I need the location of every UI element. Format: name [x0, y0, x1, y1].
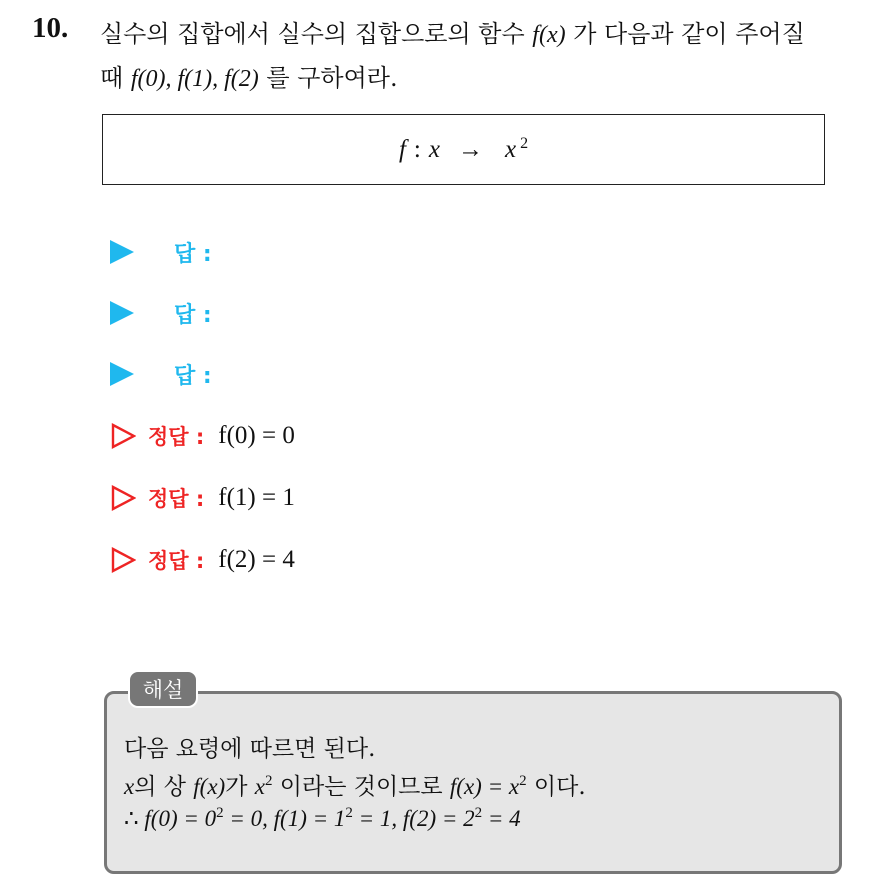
- solution-exponent: 2: [519, 773, 527, 789]
- formula-image: [501, 136, 528, 164]
- solution-math: f(x) = x: [449, 774, 520, 799]
- requested-values: f(0), f(1), f(2): [130, 66, 259, 92]
- play-triangle-icon: [110, 240, 134, 264]
- answer-row-3[interactable]: [110, 356, 212, 392]
- answer-row-2[interactable]: [110, 295, 212, 331]
- outline-triangle-icon: [110, 485, 136, 511]
- question-text-part: 때: [100, 64, 131, 92]
- solution-exponent: 2: [345, 805, 353, 821]
- solution-text: 가: [225, 774, 255, 800]
- solution-line-1: 다음 요령에 따르면 된다.: [124, 736, 376, 762]
- outline-triangle-icon: [110, 423, 136, 449]
- function-notation: f(x): [532, 22, 566, 48]
- solution-math: x: [124, 774, 135, 799]
- solution-line-2: [124, 768, 586, 801]
- answer-label: 답 :: [174, 302, 212, 328]
- answer-key-value: f(1) = 1: [218, 484, 295, 511]
- question-number: 10.: [32, 12, 69, 44]
- answer-label: 답 :: [174, 241, 212, 267]
- answer-key-row-3: [110, 542, 295, 578]
- solution-math: = 1, f(2) = 2: [352, 806, 475, 831]
- question-text-part: 가 다음과 같이 주어질: [565, 20, 805, 48]
- solution-tab: 해설: [128, 670, 198, 708]
- outline-triangle-icon: [110, 547, 136, 573]
- solution-text: 이라는 것이므로: [272, 774, 450, 800]
- solution-exponent: 2: [474, 805, 483, 821]
- answer-key-label: 정답 :: [148, 549, 205, 573]
- answer-row-1[interactable]: [110, 234, 212, 270]
- solution-exponent: 2: [264, 773, 273, 789]
- formula-box: [102, 114, 825, 185]
- solution-math: f(0) = 0: [138, 806, 217, 831]
- solution-math: f(x): [193, 774, 226, 799]
- solution-math: = 4: [482, 806, 521, 831]
- solution-exponent: 2: [216, 805, 224, 821]
- answer-key-row-1: [110, 418, 295, 454]
- formula-x: x: [428, 135, 440, 163]
- answer-key-label: 정답 :: [148, 425, 205, 449]
- solution-math: = 0, f(1) = 1: [223, 806, 346, 831]
- answer-key-value: f(0) = 0: [218, 422, 295, 449]
- play-triangle-icon: [110, 362, 134, 386]
- question-text-line2: [100, 58, 870, 93]
- play-triangle-icon: [110, 301, 134, 325]
- question-text-part: 실수의 집합에서 실수의 집합으로의 함수: [100, 20, 533, 48]
- formula-arrow: →: [457, 135, 483, 163]
- solution-text: 이다.: [526, 774, 586, 800]
- answer-key-label: 정답 :: [148, 487, 205, 511]
- solution-line-3: [124, 806, 521, 832]
- solution-math: x: [254, 774, 265, 799]
- question-text-part: 를 구하여라.: [258, 64, 398, 92]
- formula-f: f: [398, 135, 406, 163]
- therefore-symbol: ∴: [124, 806, 139, 831]
- formula-image-base: x: [504, 135, 517, 163]
- formula-colon: :: [413, 135, 421, 163]
- formula-image-exponent: 2: [520, 134, 529, 152]
- answer-label: 답 :: [174, 363, 212, 389]
- question-text-line1: [100, 14, 870, 49]
- answer-key-row-2: [110, 480, 295, 516]
- answer-key-value: f(2) = 4: [218, 546, 295, 573]
- solution-text: 의 상: [134, 774, 194, 800]
